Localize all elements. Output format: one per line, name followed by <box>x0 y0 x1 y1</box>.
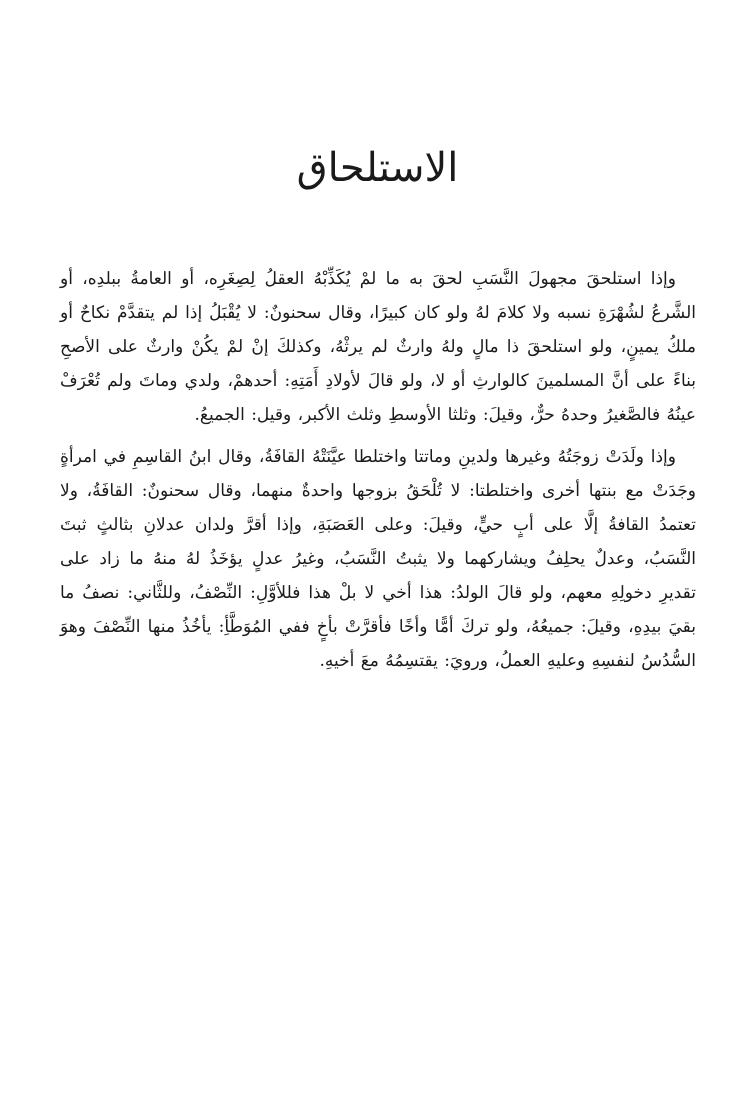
chapter-title: الاستلحاق <box>296 145 459 191</box>
chapter-body <box>60 262 696 678</box>
paragraph-2: وإذا ولَدَتْ زوجَتُهُ وغيرها ولدينِ وماتتا واختلطا عيَّنَتْهُ القافَةُ، وقال ابنُ القاسِمِ في امرأةٍ وجَدَتْ مع بنتها أخرى واختلطتا: لا تُلْحَقُ بزوجها واحدةٌ منهما، وقال سحنونٌ: القافَةُ، ولا تعتمدُ القافةُ إلَّا على أبٍ حيٍّ، وقيلَ: وعلى العَصَبَةِ، وإذا أقرَّ ولدان عدلانِ بثالثٍ ثبتَ النَّسَبُ، وعدلٌ يحلِفُ ويشاركهما ولا يثبتُ النَّسَبُ، وغيرُ عدلٍ يؤخَذُ لهُ منهُ ما زاد على تقديرِ دخولِهِ معهم، ولو قالَ الولدُ: هذا أخي لا بلْ هذا فللأوَّلِ: النِّصْفُ، وللثَّاني: نصفُ ما بقيَ بيدِهِ، وقيلَ: جميعُهُ، ولو تركَ أمًّا وأخًا فأقرَّتْ بأخٍ ففي المُوَطَّأِ: يأخُذُ منها النِّصْفَ وهوَ السُّدُسُ لنفسِهِ وعليهِ العملُ، ورويَ: يقتسِمُهُ معَ أخيهِ. <box>60 447 696 671</box>
paragraph-1: وإذا استلحقَ مجهولَ النَّسَبِ لحقَ به ما لمْ يُكَذِّبْهُ العقلُ لِصِغَرِه، أو العامةُ ببلدِه، أو الشَّرعُ لشُهْرَةِ نسبه ولا كلامَ لهُ ولو كان كبيرًا، وقال سحنونٌ: لا يُقْبَلُ إذا لم يتقدَّمْ نكاحٌ أو ملكُ يمينٍ، ولو استلحقَ ذا مالٍ ولهُ وارثٌ لم يرثْهُ، وكذلكَ إنْ لمْ يكُنْ وارثٌ على الأصحِ بناءً على أنَّ المسلمينَ كالوارثِ أو لا، ولو قالَ لأولادِ أَمَتِهِ: أحدهمْ، ولدي وماتَ ولم تُعْرَفْ عينُهُ فالصَّغيرُ وحدهُ حرٌّ، وقيلَ: وثلثا الأوسطِ وثلث الأكبر، وقيل: الجميعُ. <box>60 269 696 425</box>
